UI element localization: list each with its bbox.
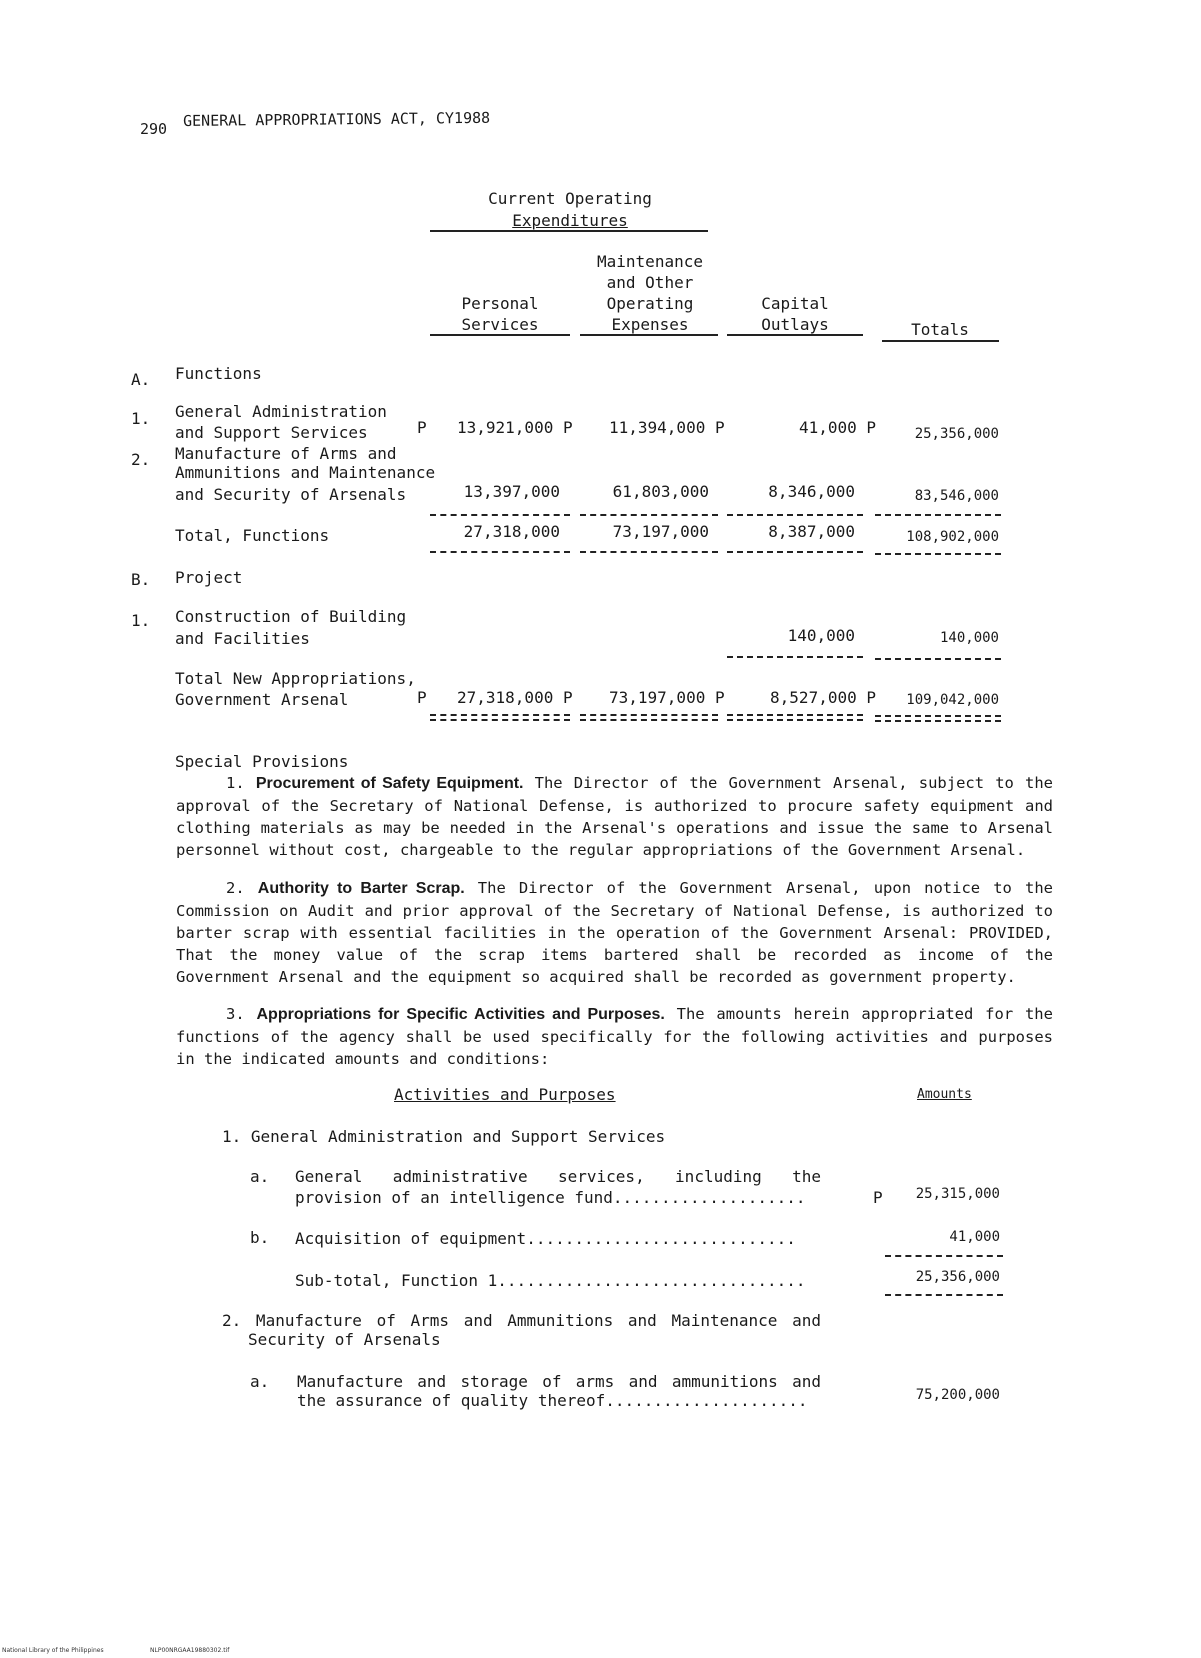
total-functions-rule-ps	[430, 551, 570, 553]
section-b-label: Project	[175, 568, 243, 587]
grand-total-peso-sign: P	[417, 688, 427, 707]
grand-total-double-rule-total	[875, 715, 1001, 722]
activities-column-header: Activities and Purposes	[394, 1085, 616, 1104]
grand-total-mooe: 73,197,000 P	[609, 688, 725, 707]
page-number: 290	[140, 120, 168, 138]
grand-total-total: 109,042,000	[906, 692, 999, 708]
provision-3	[176, 1003, 1053, 1070]
provision-1-title: Procurement of Safety Equipment.	[255, 775, 524, 792]
grand-total-ps: 27,318,000 P	[457, 688, 573, 707]
function-1-subtotal-rule	[885, 1294, 1003, 1296]
col-co-line1: Capital	[761, 294, 829, 313]
col-mooe-line4: Expenses	[611, 315, 689, 334]
total-functions-rule-co	[727, 551, 863, 553]
row2-ps: 13,397,000	[463, 482, 560, 501]
group-header-line2: Expenditures	[512, 211, 628, 230]
provision-2-number: 2.	[226, 879, 245, 897]
provision-2	[176, 877, 1053, 988]
function-1-subtotal-amount: 25,356,000	[915, 1269, 1000, 1285]
col-ps-rule	[430, 334, 570, 336]
col-ps-line1: Personal	[461, 294, 539, 313]
function-1-sum-rule	[885, 1255, 1003, 1257]
grand-total-label-line1: Total New Appropriations,	[175, 669, 416, 688]
function-1-title: 1. General Administration and Support Services	[222, 1127, 666, 1146]
section-a-label: Functions	[175, 364, 262, 383]
function-2-item-a-amount: 75,200,000	[915, 1387, 1000, 1403]
provision-1	[176, 772, 1053, 861]
project-row-label-line1: Construction of Building	[175, 607, 407, 626]
functions-sum-rule-mooe	[580, 514, 718, 516]
col-totals: Totals	[911, 320, 969, 339]
provision-1-text: The Director of the Government Arsenal, subject to the approval of the Secretary of National Defense, is authorized to procure safety equipment and clothing materials as may be needed in the Arsenal's operations and issue the same to Arsenal personnel without cost, chargeable to the regular appropriations of the Government Arsenal.	[176, 774, 1053, 859]
col-totals-rule	[882, 340, 999, 342]
row2-label-line1: Manufacture of Arms and	[175, 444, 397, 463]
row1-co: 41,000 P	[798, 418, 876, 437]
provision-2-text: The Director of the Government Arsenal, upon notice to the Commission on Audit and prior approval of the Secretary of National Defense, is authorized to barter scrap with essential facilities in the operation of the Government Arsenal: PROVIDED, That the money value of the scrap items bartered shall be recorded as income of the Government Arsenal and the equipment so acquired shall be recorded as government property.	[176, 879, 1053, 986]
provision-1-number: 1.	[226, 774, 245, 792]
amounts-column-header: Amounts	[917, 1087, 972, 1102]
row2-number: 2.	[131, 450, 151, 469]
function-2-title-line2: Security of Arsenals	[248, 1330, 441, 1349]
function-1-subtotal-text: Sub-total, Function 1................................	[295, 1271, 806, 1290]
function-2-item-a-line2: the assurance of quality thereof.....................	[297, 1391, 808, 1410]
project-row-co: 140,000	[787, 626, 855, 645]
function-1-item-a-peso: P	[873, 1188, 883, 1207]
total-functions-mooe: 73,197,000	[612, 522, 709, 541]
section-a-letter: A.	[131, 370, 151, 389]
grand-total-label-line2: Government Arsenal	[175, 690, 349, 709]
provision-3-text: The amounts herein appropriated for the functions of the agency shall be used specifically for the following activities and purposes in the indicated amounts and conditions:	[176, 1005, 1053, 1068]
row2-label-line2: Ammunitions and Maintenance	[175, 463, 436, 482]
row1-label-line1: General Administration	[175, 402, 387, 421]
total-functions-rule-mooe	[580, 551, 718, 553]
col-mooe-line1: Maintenance	[597, 252, 703, 271]
section-b-letter: B.	[131, 570, 151, 589]
grand-total-double-rule-co	[727, 714, 863, 721]
row2-mooe: 61,803,000	[612, 482, 709, 501]
col-mooe-rule	[580, 334, 718, 336]
grand-total-double-rule-ps	[430, 714, 570, 721]
col-mooe-line3: Operating	[606, 294, 694, 313]
col-co-rule	[727, 334, 863, 336]
total-functions-total: 108,902,000	[906, 529, 999, 545]
project-rule-co	[727, 656, 863, 658]
group-header-rule	[430, 230, 708, 232]
footer-file: NLP00NRGAA19880302.tif	[150, 1647, 230, 1654]
row1-mooe: 11,394,000 P	[609, 418, 725, 437]
row1-label-line2: and Support Services	[175, 423, 368, 442]
row1-number: 1.	[131, 409, 151, 428]
row1-total: 25,356,000	[914, 426, 999, 442]
col-co-line2: Outlays	[761, 315, 829, 334]
project-row-total: 140,000	[939, 630, 999, 646]
grand-total-double-rule-mooe	[580, 714, 718, 721]
provision-3-number: 3.	[226, 1005, 245, 1023]
total-functions-label: Total, Functions	[175, 526, 330, 545]
page-title: GENERAL APPROPRIATIONS ACT, CY1988	[182, 108, 491, 130]
col-ps-line2: Services	[461, 315, 539, 334]
provision-2-title: Authority to Barter Scrap.	[257, 880, 465, 897]
group-header-line1: Current Operating	[488, 189, 652, 208]
function-1-item-b-amount: 41,000	[949, 1229, 1000, 1245]
total-functions-rule-total	[875, 553, 1001, 555]
project-row-label-line2: and Facilities	[175, 629, 310, 648]
provision-3-title: Appropriations for Specific Activities and Purposes.	[256, 1006, 665, 1023]
grand-total-co: 8,527,000 P	[770, 688, 876, 707]
total-functions-co: 8,387,000	[768, 522, 855, 541]
function-2-item-a-letter: a.	[250, 1372, 270, 1391]
special-provisions-heading: Special Provisions	[175, 752, 349, 771]
functions-sum-rule-co	[727, 514, 863, 516]
function-1-item-a-line2: provision of an intelligence fund....................	[295, 1188, 806, 1207]
footer-library: National Library of the Philippines	[2, 1647, 104, 1654]
function-2-item-a-line1: Manufacture and storage of arms and ammunitions and	[297, 1372, 821, 1391]
function-1-item-b-text: Acquisition of equipment............................	[295, 1229, 796, 1248]
row2-co: 8,346,000	[768, 482, 855, 501]
functions-sum-rule-total	[875, 514, 1001, 516]
function-1-item-b-letter: b.	[250, 1228, 270, 1247]
row1-ps: 13,921,000 P	[457, 418, 573, 437]
functions-sum-rule-ps	[430, 514, 570, 516]
project-row-number: 1.	[131, 611, 151, 630]
function-1-item-a-line1: General administrative services, including the	[295, 1167, 821, 1186]
function-1-item-a-letter: a.	[250, 1167, 270, 1186]
col-mooe-line2: and Other	[606, 273, 694, 292]
project-rule-total	[875, 658, 1001, 660]
function-1-item-a-amount: 25,315,000	[915, 1186, 1000, 1202]
total-functions-ps: 27,318,000	[463, 522, 560, 541]
function-2-title-line1: 2. Manufacture of Arms and Ammunitions and Maintenance and	[222, 1311, 821, 1330]
row2-label-line3: and Security of Arsenals	[175, 485, 407, 504]
row2-total: 83,546,000	[914, 488, 999, 504]
row1-peso-sign: P	[417, 418, 427, 437]
